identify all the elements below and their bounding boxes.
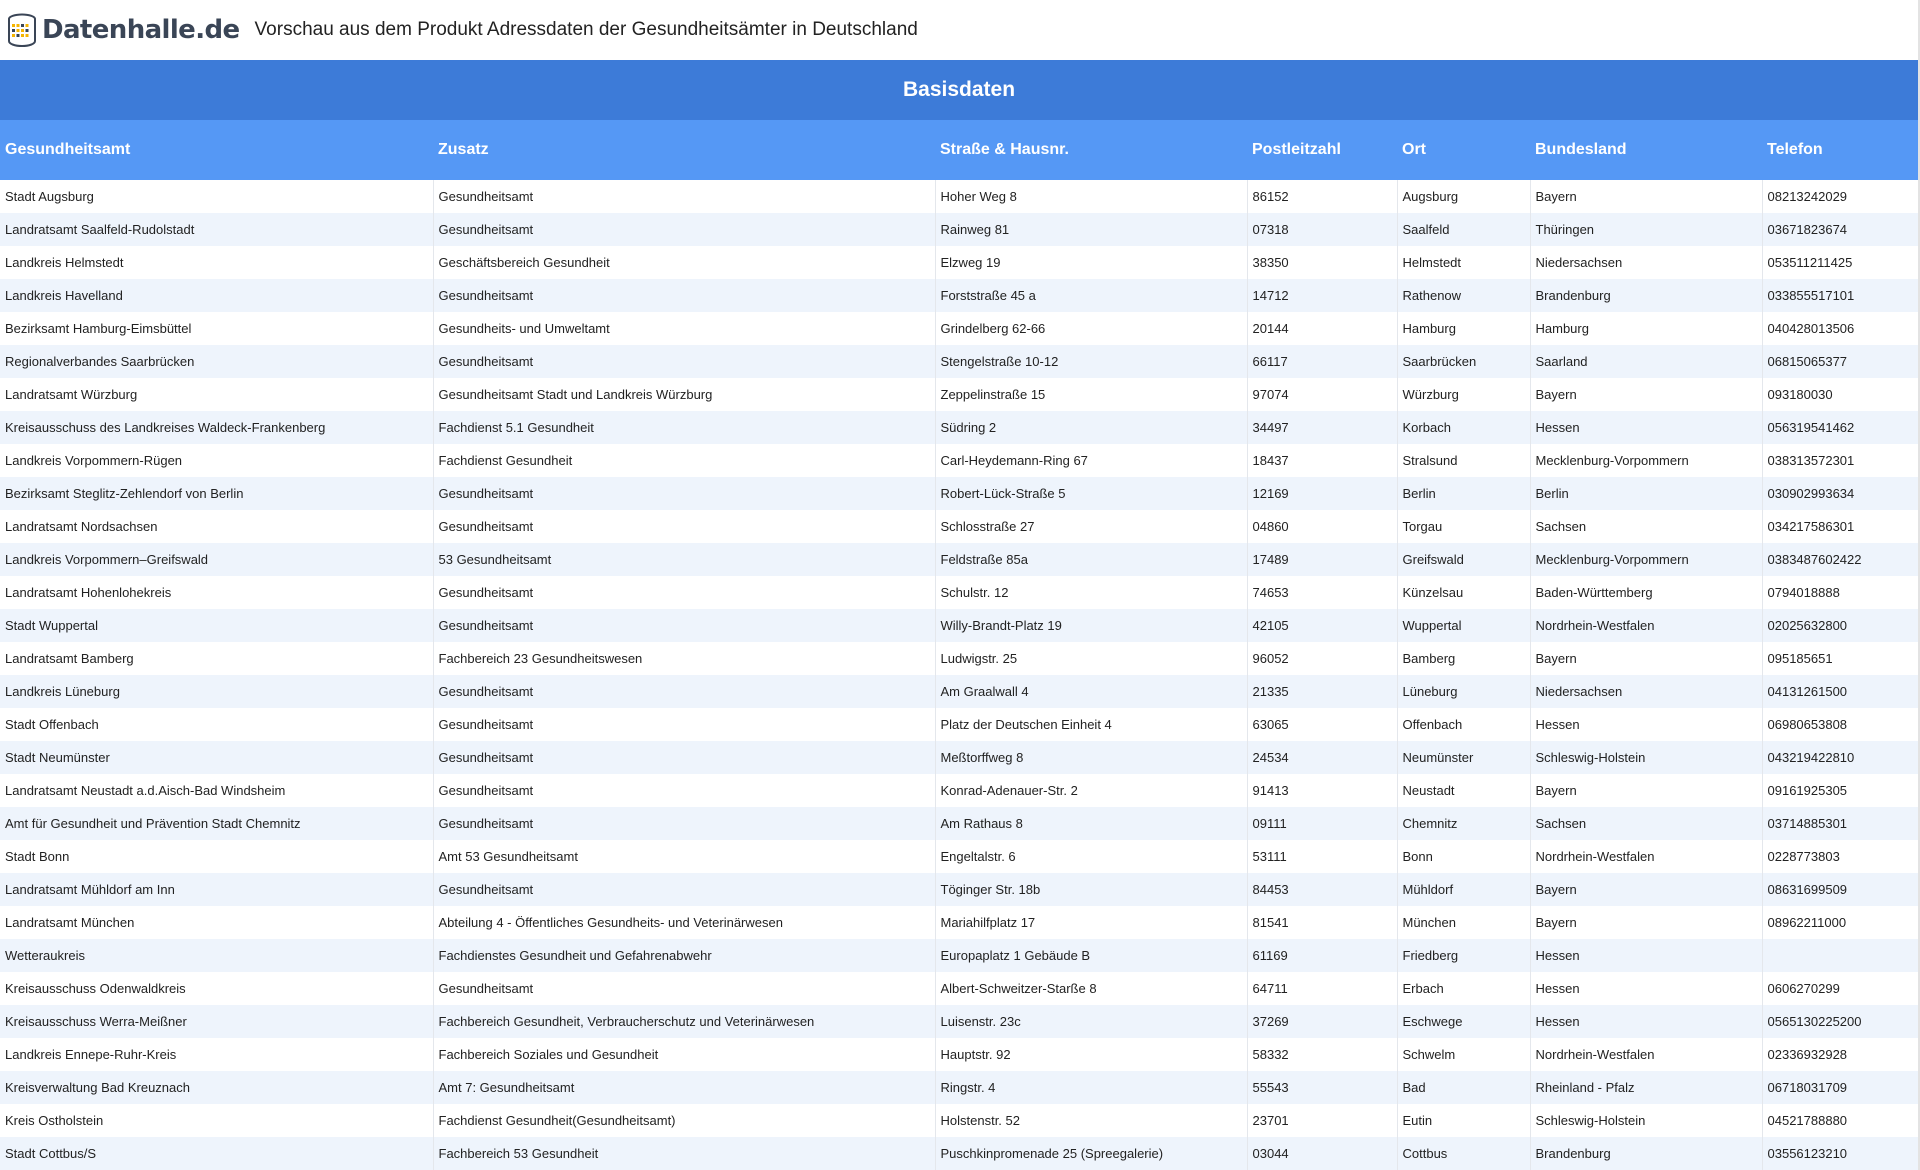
cell-gesundheitsamt: Landratsamt Mühldorf am Inn	[0, 873, 433, 906]
cell-strasse: Robert-Lück-Straße 5	[935, 477, 1247, 510]
cell-zusatz: Gesundheitsamt	[433, 675, 935, 708]
cell-ort: Erbach	[1397, 972, 1530, 1005]
cell-strasse: Stengelstraße 10-12	[935, 345, 1247, 378]
table-row[interactable]	[0, 708, 1918, 741]
table-row[interactable]	[0, 1104, 1918, 1137]
cell-strasse: Europaplatz 1 Gebäude B	[935, 939, 1247, 972]
cell-ort: Chemnitz	[1397, 807, 1530, 840]
cell-gesundheitsamt: Landkreis Havelland	[0, 279, 433, 312]
cell-gesundheitsamt: Landratsamt Hohenlohekreis	[0, 576, 433, 609]
cell-gesundheitsamt: Landratsamt Würzburg	[0, 378, 433, 411]
cell-zusatz: Gesundheitsamt	[433, 510, 935, 543]
cell-ort: Bamberg	[1397, 642, 1530, 675]
cell-strasse: Forststraße 45 a	[935, 279, 1247, 312]
cell-strasse: Elzweg 19	[935, 246, 1247, 279]
cell-ort: Hamburg	[1397, 312, 1530, 345]
cell-bundesland: Nordrhein-Westfalen	[1530, 1038, 1762, 1071]
cell-ort: Rathenow	[1397, 279, 1530, 312]
cell-postleitzahl: 17489	[1247, 543, 1397, 576]
table-row[interactable]	[0, 906, 1918, 939]
cell-zusatz: 53 Gesundheitsamt	[433, 543, 935, 576]
cell-strasse: Mariahilfplatz 17	[935, 906, 1247, 939]
cell-ort: Lüneburg	[1397, 675, 1530, 708]
cell-postleitzahl: 38350	[1247, 246, 1397, 279]
cell-postleitzahl: 61169	[1247, 939, 1397, 972]
cell-postleitzahl: 63065	[1247, 708, 1397, 741]
cell-zusatz: Fachbereich 23 Gesundheitswesen	[433, 642, 935, 675]
cell-gesundheitsamt: Regionalverbandes Saarbrücken	[0, 345, 433, 378]
cell-gesundheitsamt: Landkreis Ennepe-Ruhr-Kreis	[0, 1038, 433, 1071]
cell-ort: Bad	[1397, 1071, 1530, 1104]
cell-postleitzahl: 74653	[1247, 576, 1397, 609]
cell-bundesland: Brandenburg	[1530, 1137, 1762, 1170]
cell-ort: Saalfeld	[1397, 213, 1530, 246]
cell-zusatz: Fachbereich 53 Gesundheit	[433, 1137, 935, 1170]
cell-strasse: Albert-Schweitzer-Starße 8	[935, 972, 1247, 1005]
cell-bundesland: Bayern	[1530, 180, 1762, 213]
cell-postleitzahl: 58332	[1247, 1038, 1397, 1071]
cell-ort: Torgau	[1397, 510, 1530, 543]
cell-postleitzahl: 81541	[1247, 906, 1397, 939]
cell-zusatz: Gesundheitsamt	[433, 477, 935, 510]
cell-telefon: 08213242029	[1762, 180, 1918, 213]
cell-gesundheitsamt: Stadt Cottbus/S	[0, 1137, 433, 1170]
cell-telefon: 034217586301	[1762, 510, 1918, 543]
cell-telefon: 02336932928	[1762, 1038, 1918, 1071]
cell-postleitzahl: 86152	[1247, 180, 1397, 213]
table-row[interactable]	[0, 609, 1918, 642]
data-table-container	[0, 60, 1918, 1170]
cell-gesundheitsamt: Landratsamt Neustadt a.d.Aisch-Bad Windsheim	[0, 774, 433, 807]
cell-ort: Saarbrücken	[1397, 345, 1530, 378]
cell-strasse: Puschkinpromenade 25 (Spreegalerie)	[935, 1137, 1247, 1170]
cell-zusatz: Fachbereich Soziales und Gesundheit	[433, 1038, 935, 1071]
cell-zusatz: Gesundheits- und Umweltamt	[433, 312, 935, 345]
cell-gesundheitsamt: Stadt Wuppertal	[0, 609, 433, 642]
cell-bundesland: Mecklenburg-Vorpommern	[1530, 543, 1762, 576]
cell-telefon: 06718031709	[1762, 1071, 1918, 1104]
cell-telefon: 03714885301	[1762, 807, 1918, 840]
cell-strasse: Südring 2	[935, 411, 1247, 444]
cell-zusatz: Gesundheitsamt	[433, 708, 935, 741]
cell-postleitzahl: 09111	[1247, 807, 1397, 840]
cell-bundesland: Niedersachsen	[1530, 675, 1762, 708]
table-row[interactable]	[0, 345, 1918, 378]
cell-gesundheitsamt: Stadt Offenbach	[0, 708, 433, 741]
table-row[interactable]	[0, 477, 1918, 510]
cell-telefon: 0606270299	[1762, 972, 1918, 1005]
cell-postleitzahl: 14712	[1247, 279, 1397, 312]
cell-bundesland: Bayern	[1530, 906, 1762, 939]
cell-bundesland: Mecklenburg-Vorpommern	[1530, 444, 1762, 477]
cell-ort: München	[1397, 906, 1530, 939]
cell-telefon: 040428013506	[1762, 312, 1918, 345]
cell-postleitzahl: 66117	[1247, 345, 1397, 378]
cell-bundesland: Rheinland - Pfalz	[1530, 1071, 1762, 1104]
cell-ort: Künzelsau	[1397, 576, 1530, 609]
cell-ort: Greifswald	[1397, 543, 1530, 576]
cell-postleitzahl: 04860	[1247, 510, 1397, 543]
cell-zusatz: Geschäftsbereich Gesundheit	[433, 246, 935, 279]
cell-gesundheitsamt: Landkreis Vorpommern-Rügen	[0, 444, 433, 477]
cell-ort: Offenbach	[1397, 708, 1530, 741]
cell-strasse: Konrad-Adenauer-Str. 2	[935, 774, 1247, 807]
table-row[interactable]	[0, 510, 1918, 543]
cell-zusatz: Gesundheitsamt	[433, 576, 935, 609]
cell-gesundheitsamt: Amt für Gesundheit und Prävention Stadt Chemnitz	[0, 807, 433, 840]
cell-strasse: Platz der Deutschen Einheit 4	[935, 708, 1247, 741]
cell-zusatz: Gesundheitsamt	[433, 774, 935, 807]
cell-postleitzahl: 97074	[1247, 378, 1397, 411]
cell-ort: Schwelm	[1397, 1038, 1530, 1071]
cell-bundesland: Bayern	[1530, 774, 1762, 807]
cell-gesundheitsamt: Bezirksamt Hamburg-Eimsbüttel	[0, 312, 433, 345]
table-row[interactable]	[0, 180, 1918, 213]
cell-bundesland: Hessen	[1530, 411, 1762, 444]
cell-postleitzahl: 20144	[1247, 312, 1397, 345]
cell-bundesland: Nordrhein-Westfalen	[1530, 609, 1762, 642]
cell-bundesland: Thüringen	[1530, 213, 1762, 246]
table-row[interactable]	[0, 1071, 1918, 1104]
cell-bundesland: Bayern	[1530, 378, 1762, 411]
cell-postleitzahl: 07318	[1247, 213, 1397, 246]
cell-gesundheitsamt: Stadt Neumünster	[0, 741, 433, 774]
cell-zusatz: Gesundheitsamt	[433, 180, 935, 213]
cell-postleitzahl: 55543	[1247, 1071, 1397, 1104]
logo-text: Datenhalle.de	[42, 15, 240, 45]
cell-gesundheitsamt: Kreisausschuss Werra-Meißner	[0, 1005, 433, 1038]
cell-strasse: Grindelberg 62-66	[935, 312, 1247, 345]
cell-zusatz: Gesundheitsamt	[433, 609, 935, 642]
table-row[interactable]	[0, 1038, 1918, 1071]
column-header-strasse[interactable]: Straße & Hausnr.	[935, 120, 1247, 180]
cell-bundesland: Niedersachsen	[1530, 246, 1762, 279]
cell-strasse: Meßtorffweg 8	[935, 741, 1247, 774]
cell-postleitzahl: 42105	[1247, 609, 1397, 642]
cell-gesundheitsamt: Kreisausschuss des Landkreises Waldeck-Frankenberg	[0, 411, 433, 444]
table-row[interactable]	[0, 576, 1918, 609]
table-row[interactable]	[0, 378, 1918, 411]
page-header	[0, 0, 1920, 60]
table-row[interactable]	[0, 1005, 1918, 1038]
cell-ort: Würzburg	[1397, 378, 1530, 411]
table-row[interactable]	[0, 1137, 1918, 1170]
column-header-gesundheitsamt[interactable]: Gesundheitsamt	[0, 120, 433, 180]
cell-gesundheitsamt: Wetteraukreis	[0, 939, 433, 972]
cell-bundesland: Hamburg	[1530, 312, 1762, 345]
cell-zusatz: Gesundheitsamt	[433, 873, 935, 906]
cell-gesundheitsamt: Kreisverwaltung Bad Kreuznach	[0, 1071, 433, 1104]
cell-strasse: Feldstraße 85a	[935, 543, 1247, 576]
table-row[interactable]	[0, 675, 1918, 708]
cell-gesundheitsamt: Landratsamt Bamberg	[0, 642, 433, 675]
cell-ort: Cottbus	[1397, 1137, 1530, 1170]
cell-gesundheitsamt: Landratsamt München	[0, 906, 433, 939]
cell-bundesland: Bayern	[1530, 642, 1762, 675]
cell-ort: Eutin	[1397, 1104, 1530, 1137]
column-header-ort[interactable]: Ort	[1397, 120, 1530, 180]
cell-ort: Helmstedt	[1397, 246, 1530, 279]
cell-telefon: 0565130225200	[1762, 1005, 1918, 1038]
cell-gesundheitsamt: Stadt Bonn	[0, 840, 433, 873]
table-row[interactable]	[0, 543, 1918, 576]
table-row[interactable]	[0, 774, 1918, 807]
cell-zusatz: Gesundheitsamt	[433, 807, 935, 840]
cell-telefon: 033855517101	[1762, 279, 1918, 312]
cell-telefon: 04131261500	[1762, 675, 1918, 708]
cell-strasse: Am Graalwall 4	[935, 675, 1247, 708]
table-row[interactable]	[0, 873, 1918, 906]
cell-bundesland: Schleswig-Holstein	[1530, 741, 1762, 774]
cell-postleitzahl: 53111	[1247, 840, 1397, 873]
table-row[interactable]	[0, 840, 1918, 873]
cell-telefon: 06980653808	[1762, 708, 1918, 741]
cell-zusatz: Gesundheitsamt	[433, 279, 935, 312]
cell-zusatz: Fachdienstes Gesundheit und Gefahrenabwehr	[433, 939, 935, 972]
page-title: Vorschau aus dem Produkt Adressdaten der Gesundheitsämter in Deutschland	[254, 19, 918, 40]
column-header-zusatz[interactable]: Zusatz	[433, 120, 935, 180]
cell-zusatz: Amt 53 Gesundheitsamt	[433, 840, 935, 873]
cell-gesundheitsamt: Landkreis Lüneburg	[0, 675, 433, 708]
cell-telefon: 02025632800	[1762, 609, 1918, 642]
cell-ort: Eschwege	[1397, 1005, 1530, 1038]
cell-telefon: 03671823674	[1762, 213, 1918, 246]
cell-strasse: Luisenstr. 23c	[935, 1005, 1247, 1038]
cell-gesundheitsamt: Bezirksamt Steglitz-Zehlendorf von Berlin	[0, 477, 433, 510]
cell-telefon: 053511211425	[1762, 246, 1918, 279]
cell-bundesland: Schleswig-Holstein	[1530, 1104, 1762, 1137]
cell-strasse: Hauptstr. 92	[935, 1038, 1247, 1071]
table-row[interactable]	[0, 312, 1918, 345]
cell-zusatz: Gesundheitsamt	[433, 972, 935, 1005]
table-row[interactable]	[0, 807, 1918, 840]
cell-bundesland: Hessen	[1530, 972, 1762, 1005]
cell-postleitzahl: 34497	[1247, 411, 1397, 444]
cell-telefon: 06815065377	[1762, 345, 1918, 378]
cell-zusatz: Gesundheitsamt Stadt und Landkreis Würzburg	[433, 378, 935, 411]
cell-gesundheitsamt: Stadt Augsburg	[0, 180, 433, 213]
cell-zusatz: Fachdienst 5.1 Gesundheit	[433, 411, 935, 444]
cell-telefon: 09161925305	[1762, 774, 1918, 807]
cell-strasse: Engeltalstr. 6	[935, 840, 1247, 873]
cell-postleitzahl: 84453	[1247, 873, 1397, 906]
cell-ort: Friedberg	[1397, 939, 1530, 972]
cell-zusatz: Abteilung 4 - Öffentliches Gesundheits- und Veterinärwesen	[433, 906, 935, 939]
table-row[interactable]	[0, 939, 1918, 972]
cell-gesundheitsamt: Kreis Ostholstein	[0, 1104, 433, 1137]
cell-telefon: 08962211000	[1762, 906, 1918, 939]
cell-bundesland: Sachsen	[1530, 807, 1762, 840]
section-header: Basisdaten	[0, 60, 1918, 120]
cell-bundesland: Baden-Württemberg	[1530, 576, 1762, 609]
cell-bundesland: Saarland	[1530, 345, 1762, 378]
column-header-postleitzahl[interactable]: Postleitzahl	[1247, 120, 1397, 180]
cell-ort: Wuppertal	[1397, 609, 1530, 642]
table-row[interactable]	[0, 411, 1918, 444]
cell-telefon: 095185651	[1762, 642, 1918, 675]
cell-postleitzahl: 37269	[1247, 1005, 1397, 1038]
cell-strasse: Schlosstraße 27	[935, 510, 1247, 543]
cell-bundesland: Hessen	[1530, 939, 1762, 972]
cell-telefon	[1762, 939, 1918, 972]
cell-telefon: 043219422810	[1762, 741, 1918, 774]
cell-postleitzahl: 21335	[1247, 675, 1397, 708]
cell-telefon: 056319541462	[1762, 411, 1918, 444]
cell-ort: Bonn	[1397, 840, 1530, 873]
cell-ort: Mühldorf	[1397, 873, 1530, 906]
cell-bundesland: Berlin	[1530, 477, 1762, 510]
cell-gesundheitsamt: Landkreis Helmstedt	[0, 246, 433, 279]
cell-strasse: Ludwigstr. 25	[935, 642, 1247, 675]
cell-ort: Neustadt	[1397, 774, 1530, 807]
cell-bundesland: Hessen	[1530, 1005, 1762, 1038]
cell-strasse: Hoher Weg 8	[935, 180, 1247, 213]
table-row[interactable]	[0, 213, 1918, 246]
cell-strasse: Töginger Str. 18b	[935, 873, 1247, 906]
cell-ort: Korbach	[1397, 411, 1530, 444]
cell-telefon: 04521788880	[1762, 1104, 1918, 1137]
table-row[interactable]	[0, 444, 1918, 477]
cell-telefon: 03556123210	[1762, 1137, 1918, 1170]
cell-strasse: Zeppelinstraße 15	[935, 378, 1247, 411]
cell-telefon: 030902993634	[1762, 477, 1918, 510]
cell-telefon: 0228773803	[1762, 840, 1918, 873]
cell-bundesland: Brandenburg	[1530, 279, 1762, 312]
column-header-telefon[interactable]: Telefon	[1762, 120, 1918, 180]
table-row[interactable]	[0, 246, 1918, 279]
table-row[interactable]	[0, 279, 1918, 312]
cell-gesundheitsamt: Landratsamt Nordsachsen	[0, 510, 433, 543]
table-row[interactable]	[0, 741, 1918, 774]
cell-zusatz: Gesundheitsamt	[433, 741, 935, 774]
cell-postleitzahl: 64711	[1247, 972, 1397, 1005]
datenhalle-logo[interactable]	[6, 13, 240, 47]
cell-gesundheitsamt: Kreisausschuss Odenwaldkreis	[0, 972, 433, 1005]
cell-strasse: Schulstr. 12	[935, 576, 1247, 609]
cell-postleitzahl: 18437	[1247, 444, 1397, 477]
cell-bundesland: Nordrhein-Westfalen	[1530, 840, 1762, 873]
cell-ort: Berlin	[1397, 477, 1530, 510]
cell-strasse: Rainweg 81	[935, 213, 1247, 246]
data-table	[0, 60, 1918, 1170]
cell-postleitzahl: 03044	[1247, 1137, 1397, 1170]
column-header-bundesland[interactable]: Bundesland	[1530, 120, 1762, 180]
cell-ort: Neumünster	[1397, 741, 1530, 774]
cell-strasse: Willy-Brandt-Platz 19	[935, 609, 1247, 642]
cell-telefon: 038313572301	[1762, 444, 1918, 477]
cell-zusatz: Fachbereich Gesundheit, Verbraucherschutz und Veterinärwesen	[433, 1005, 935, 1038]
cell-ort: Stralsund	[1397, 444, 1530, 477]
cell-postleitzahl: 23701	[1247, 1104, 1397, 1137]
cell-gesundheitsamt: Landratsamt Saalfeld-Rudolstadt	[0, 213, 433, 246]
cell-postleitzahl: 96052	[1247, 642, 1397, 675]
cell-postleitzahl: 24534	[1247, 741, 1397, 774]
cell-postleitzahl: 12169	[1247, 477, 1397, 510]
cell-zusatz: Fachdienst Gesundheit(Gesundheitsamt)	[433, 1104, 935, 1137]
cell-bundesland: Bayern	[1530, 873, 1762, 906]
cell-ort: Augsburg	[1397, 180, 1530, 213]
cell-telefon: 093180030	[1762, 378, 1918, 411]
cell-zusatz: Amt 7: Gesundheitsamt	[433, 1071, 935, 1104]
database-icon	[6, 13, 38, 47]
cell-strasse: Ringstr. 4	[935, 1071, 1247, 1104]
cell-postleitzahl: 91413	[1247, 774, 1397, 807]
cell-gesundheitsamt: Landkreis Vorpommern–Greifswald	[0, 543, 433, 576]
cell-bundesland: Sachsen	[1530, 510, 1762, 543]
cell-strasse: Carl-Heydemann-Ring 67	[935, 444, 1247, 477]
cell-telefon: 08631699509	[1762, 873, 1918, 906]
table-row[interactable]	[0, 642, 1918, 675]
cell-zusatz: Fachdienst Gesundheit	[433, 444, 935, 477]
cell-zusatz: Gesundheitsamt	[433, 213, 935, 246]
cell-strasse: Holstenstr. 52	[935, 1104, 1247, 1137]
cell-zusatz: Gesundheitsamt	[433, 345, 935, 378]
cell-strasse: Am Rathaus 8	[935, 807, 1247, 840]
cell-telefon: 0383487602422	[1762, 543, 1918, 576]
cell-bundesland: Hessen	[1530, 708, 1762, 741]
table-row[interactable]	[0, 972, 1918, 1005]
cell-telefon: 0794018888	[1762, 576, 1918, 609]
